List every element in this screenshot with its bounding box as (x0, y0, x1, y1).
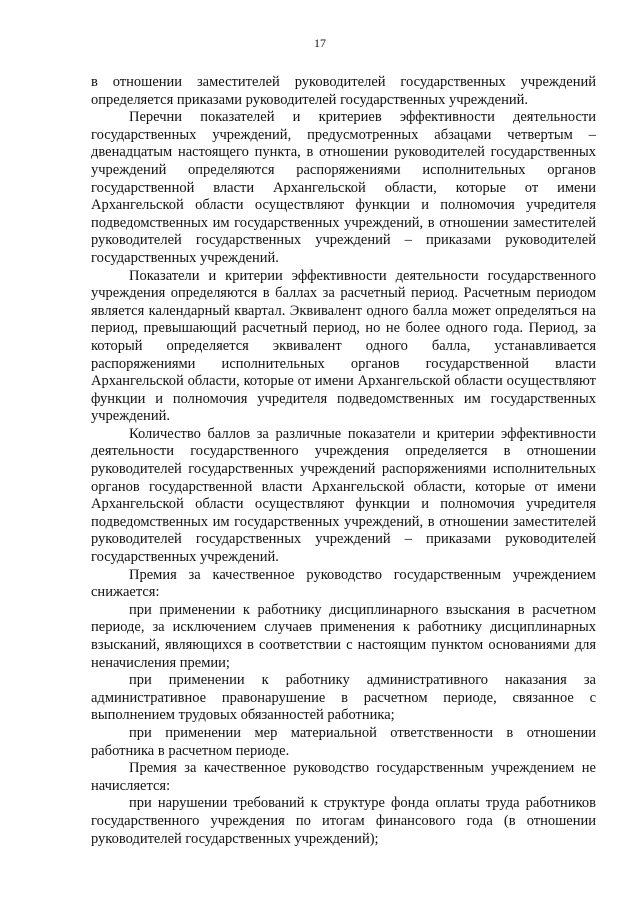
paragraph-continuation: в отношении заместителей руководителей государственных учреждений определяется приказами руководителей государственных учреждений. (91, 74, 596, 108)
paragraph-administrative: при применении к работнику административного наказания за административное правонарушение в расчетном периоде, связанное с выполнением трудовых обязанностей работника; (91, 672, 596, 724)
paragraph-bonus-not-accrued: Премия за качественное руководство государственным учреждением не начисляется: (91, 760, 596, 794)
paragraph-indicator-lists: Перечни показателей и критериев эффективности деятельности государственных учреждений, предусмотренных абзацами четвертым – двенадцатым настоящего пункта, в отношении руководителей государственных учреждений определяются распоряжениями исполнительных органов государственной власти Архангельской области, которые от имени Архангельской области осуществляют функции и полномочия учредителя подведомственных им государственных учреждений, в отношении заместителей руководителей государственных учреждений – приказами руководителей государственных учреждений. (91, 109, 596, 266)
paragraph-payroll-structure: при нарушении требований к структуре фонда оплаты труда работников государственного учреждения по итогам финансового года (в отношении руководителей государственных учреждений); (91, 795, 596, 847)
paragraph-bonus-reduction: Премия за качественное руководство государственным учреждением снижается: (91, 566, 596, 601)
page-number: 17 (314, 36, 326, 50)
paragraph-material-liability: при применении мер материальной ответственности в отношении работника в расчетном периоде. (91, 724, 596, 759)
document-body (91, 74, 596, 848)
paragraph-disciplinary: при применении к работнику дисциплинарного взыскания в расчетном периоде, за исключением случаев применения к работнику дисциплинарных взысканий, являющихся в соответствии с настоящим пунктом основаниями для неначисления премии; (91, 601, 596, 671)
paragraph-points-count: Количество баллов за различные показатели и критерии эффективности деятельности государственного учреждения определяется в отношении руководителей государственных учреждений распоряжениями исполнительных органов государственной власти Архангельской области, которые от имени Архангельской области осуществляют функции и полномочия учредителя подведомственных им государственных учреждений, в отношении заместителей руководителей государственных учреждений – приказами руководителей государственных учреждений. (91, 425, 596, 566)
paragraph-scoring-period: Показатели и критерии эффективности деятельности государственного учреждения определяются в баллах за расчетный период. Расчетным периодом является календарный квартал. Эквивалент одного балла может определяться на период, превышающий расчетный период, но не более одного года. Период, за который определяется эквивалент одного балла, устанавливается распоряжениями исполнительных органов государственной власти Архангельской области, которые от имени Архангельской области осуществляют функции и полномочия учредителя подведомственных им государственных учреждений. (91, 267, 596, 425)
